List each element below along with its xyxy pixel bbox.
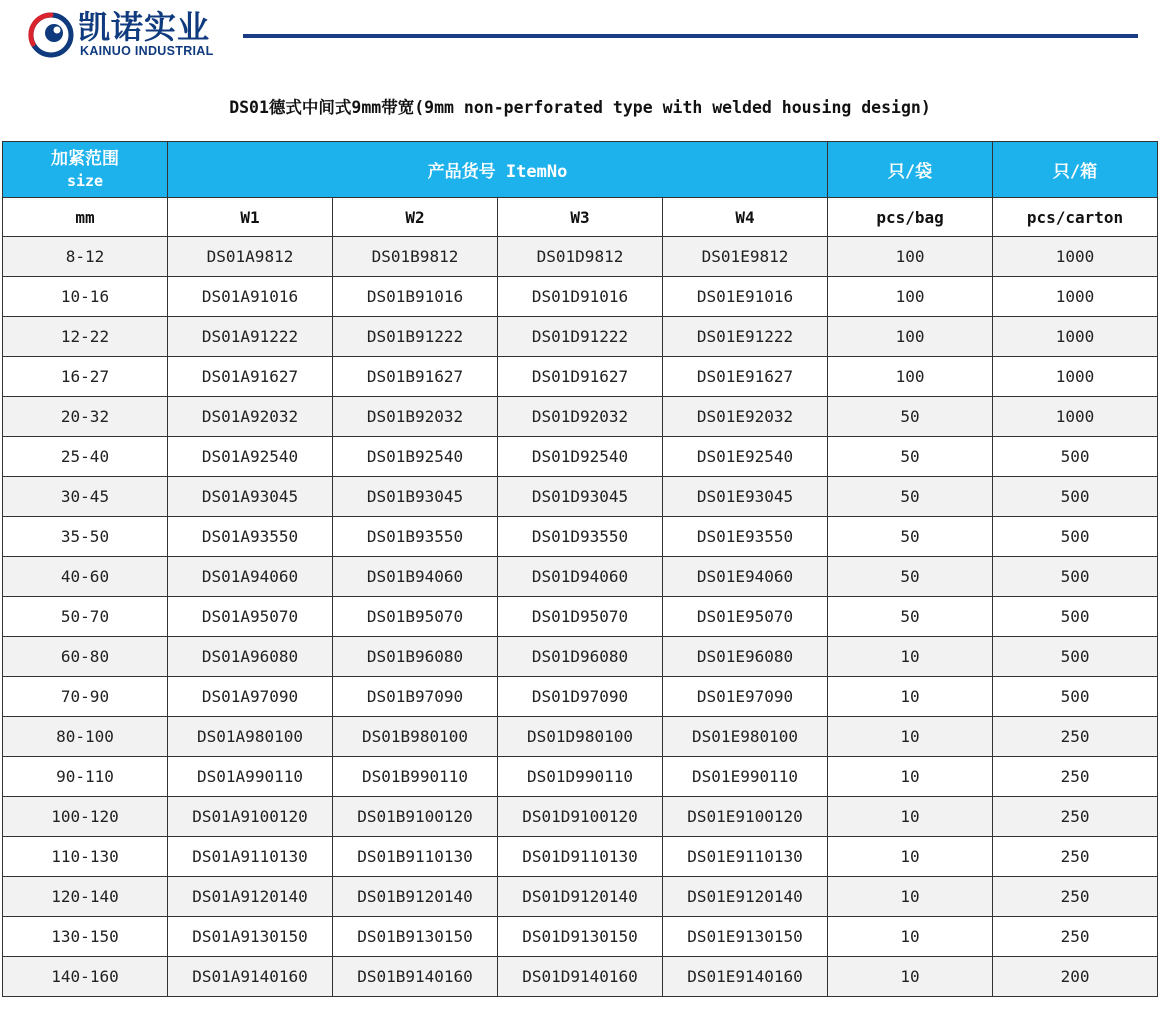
item-w4-cell: DS01E9140160 — [663, 957, 828, 997]
table-row — [3, 437, 1158, 477]
item-w2-cell: DS01B91016 — [333, 277, 498, 317]
table-row — [3, 357, 1158, 397]
size-cell: 50-70 — [3, 597, 168, 637]
table-row — [3, 397, 1158, 437]
item-w1-cell: DS01A93550 — [168, 517, 333, 557]
item-w3-cell: DS01D93045 — [498, 477, 663, 517]
pcs-per-carton-cell: 500 — [993, 557, 1158, 597]
table-body — [3, 237, 1158, 997]
pcs-per-carton-cell: 250 — [993, 757, 1158, 797]
pcs-per-carton-cell: 1000 — [993, 317, 1158, 357]
item-w3-cell: DS01D94060 — [498, 557, 663, 597]
kainuo-logo-icon — [28, 12, 74, 58]
item-w3-cell: DS01D9110130 — [498, 837, 663, 877]
size-cell: 130-150 — [3, 917, 168, 957]
size-cell: 25-40 — [3, 437, 168, 477]
subheader-cell: pcs/carton — [993, 198, 1158, 237]
item-w2-cell: DS01B9120140 — [333, 877, 498, 917]
item-w3-cell: DS01D97090 — [498, 677, 663, 717]
item-w2-cell: DS01B980100 — [333, 717, 498, 757]
pcs-per-bag-cell: 10 — [828, 717, 993, 757]
item-w1-cell: DS01A9110130 — [168, 837, 333, 877]
item-w2-cell: DS01B95070 — [333, 597, 498, 637]
table-header-row-2 — [3, 198, 1158, 237]
item-w2-cell: DS01B9110130 — [333, 837, 498, 877]
pcs-per-bag-cell: 50 — [828, 557, 993, 597]
item-w3-cell: DS01D93550 — [498, 517, 663, 557]
subheader-cell: W4 — [663, 198, 828, 237]
item-w4-cell: DS01E990110 — [663, 757, 828, 797]
size-header-cn: 加紧范围 — [51, 148, 119, 169]
pcs-per-bag-cell: 10 — [828, 677, 993, 717]
item-w1-cell: DS01A94060 — [168, 557, 333, 597]
item-w4-cell: DS01E93045 — [663, 477, 828, 517]
pcs-per-carton-cell: 200 — [993, 957, 1158, 997]
table-header-row-1 — [3, 142, 1158, 198]
table-row — [3, 517, 1158, 557]
item-w4-cell: DS01E9110130 — [663, 837, 828, 877]
item-w1-cell: DS01A980100 — [168, 717, 333, 757]
item-w4-cell: DS01E91016 — [663, 277, 828, 317]
item-w3-cell: DS01D91016 — [498, 277, 663, 317]
table-row — [3, 477, 1158, 517]
size-cell: 8-12 — [3, 237, 168, 277]
item-w2-cell: DS01B91222 — [333, 317, 498, 357]
item-w3-cell: DS01D9130150 — [498, 917, 663, 957]
pcs-per-bag-cell: 50 — [828, 597, 993, 637]
item-no-header: 产品货号 ItemNo — [168, 142, 828, 198]
item-w4-cell: DS01E9812 — [663, 237, 828, 277]
document-title: DS01德式中间式9mm带宽(9mm non-perforated type with welded housing design) — [229, 98, 931, 117]
pcs-per-carton-cell: 250 — [993, 837, 1158, 877]
size-cell: 10-16 — [3, 277, 168, 317]
size-header-cell — [3, 142, 168, 198]
item-w1-cell: DS01A96080 — [168, 637, 333, 677]
item-w1-cell: DS01A9812 — [168, 237, 333, 277]
item-w3-cell: DS01D9812 — [498, 237, 663, 277]
header-divider — [243, 34, 1138, 38]
item-w3-cell: DS01D9140160 — [498, 957, 663, 997]
item-w1-cell: DS01A91016 — [168, 277, 333, 317]
table-row — [3, 277, 1158, 317]
pcs-per-carton-cell: 250 — [993, 797, 1158, 837]
pcs-per-bag-cell: 100 — [828, 317, 993, 357]
size-cell: 110-130 — [3, 837, 168, 877]
pcs-per-carton-cell: 1000 — [993, 277, 1158, 317]
brand-name-cn: 凯诺实业 — [78, 8, 211, 46]
item-w2-cell: DS01B990110 — [333, 757, 498, 797]
item-w3-cell: DS01D91627 — [498, 357, 663, 397]
pcs-per-carton-cell: 500 — [993, 597, 1158, 637]
pcs-per-bag-cell: 10 — [828, 957, 993, 997]
pcs-per-bag-cell: 10 — [828, 637, 993, 677]
item-w2-cell: DS01B9812 — [333, 237, 498, 277]
item-w1-cell: DS01A95070 — [168, 597, 333, 637]
item-w3-cell: DS01D9120140 — [498, 877, 663, 917]
item-w4-cell: DS01E94060 — [663, 557, 828, 597]
item-w4-cell: DS01E9130150 — [663, 917, 828, 957]
pcs-per-carton-cell: 500 — [993, 517, 1158, 557]
item-w1-cell: DS01A92540 — [168, 437, 333, 477]
size-cell: 35-50 — [3, 517, 168, 557]
item-w4-cell: DS01E92032 — [663, 397, 828, 437]
size-cell: 60-80 — [3, 637, 168, 677]
pcs-per-bag-cell: 50 — [828, 477, 993, 517]
item-w1-cell: DS01A990110 — [168, 757, 333, 797]
item-w2-cell: DS01B9140160 — [333, 957, 498, 997]
pcs-per-carton-cell: 500 — [993, 637, 1158, 677]
per-bag-header: 只/袋 — [828, 142, 993, 198]
size-cell: 70-90 — [3, 677, 168, 717]
size-cell: 120-140 — [3, 877, 168, 917]
pcs-per-bag-cell: 10 — [828, 877, 993, 917]
table-row — [3, 237, 1158, 277]
pcs-per-bag-cell: 50 — [828, 437, 993, 477]
size-cell: 80-100 — [3, 717, 168, 757]
item-w3-cell: DS01D92540 — [498, 437, 663, 477]
pcs-per-carton-cell: 1000 — [993, 357, 1158, 397]
item-w1-cell: DS01A91627 — [168, 357, 333, 397]
subheader-cell: pcs/bag — [828, 198, 993, 237]
subheader-cell: W3 — [498, 198, 663, 237]
item-w4-cell: DS01E91627 — [663, 357, 828, 397]
table-row — [3, 677, 1158, 717]
item-w4-cell: DS01E9120140 — [663, 877, 828, 917]
pcs-per-carton-cell: 500 — [993, 677, 1158, 717]
table-row — [3, 637, 1158, 677]
item-w2-cell: DS01B9130150 — [333, 917, 498, 957]
subheader-cell: W1 — [168, 198, 333, 237]
subheader-cell: W2 — [333, 198, 498, 237]
pcs-per-carton-cell: 250 — [993, 917, 1158, 957]
table-row — [3, 957, 1158, 997]
item-w4-cell: DS01E93550 — [663, 517, 828, 557]
item-w4-cell: DS01E96080 — [663, 637, 828, 677]
table-row — [3, 597, 1158, 637]
item-w4-cell: DS01E9100120 — [663, 797, 828, 837]
table-row — [3, 557, 1158, 597]
item-w3-cell: DS01D91222 — [498, 317, 663, 357]
pcs-per-bag-cell: 10 — [828, 757, 993, 797]
size-cell: 100-120 — [3, 797, 168, 837]
pcs-per-carton-cell: 250 — [993, 717, 1158, 757]
item-w3-cell: DS01D980100 — [498, 717, 663, 757]
size-cell: 30-45 — [3, 477, 168, 517]
size-header-en: size — [66, 171, 104, 190]
item-w2-cell: DS01B93045 — [333, 477, 498, 517]
item-w1-cell: DS01A93045 — [168, 477, 333, 517]
item-w2-cell: DS01B93550 — [333, 517, 498, 557]
item-w1-cell: DS01A9120140 — [168, 877, 333, 917]
item-w3-cell: DS01D990110 — [498, 757, 663, 797]
item-w2-cell: DS01B97090 — [333, 677, 498, 717]
page-header — [0, 0, 1160, 80]
item-w2-cell: DS01B9100120 — [333, 797, 498, 837]
pcs-per-carton-cell: 500 — [993, 477, 1158, 517]
item-w1-cell: DS01A91222 — [168, 317, 333, 357]
item-w3-cell: DS01D92032 — [498, 397, 663, 437]
product-spec-table — [2, 141, 1158, 997]
item-w2-cell: DS01B94060 — [333, 557, 498, 597]
size-cell: 20-32 — [3, 397, 168, 437]
item-w4-cell: DS01E97090 — [663, 677, 828, 717]
table-row — [3, 917, 1158, 957]
size-cell: 90-110 — [3, 757, 168, 797]
size-cell: 16-27 — [3, 357, 168, 397]
item-w3-cell: DS01D96080 — [498, 637, 663, 677]
item-w3-cell: DS01D9100120 — [498, 797, 663, 837]
size-cell: 40-60 — [3, 557, 168, 597]
item-w4-cell: DS01E980100 — [663, 717, 828, 757]
size-cell: 140-160 — [3, 957, 168, 997]
item-w2-cell: DS01B92032 — [333, 397, 498, 437]
table-row — [3, 757, 1158, 797]
table-row — [3, 877, 1158, 917]
pcs-per-carton-cell: 1000 — [993, 237, 1158, 277]
subheader-cell: mm — [3, 198, 168, 237]
item-w3-cell: DS01D95070 — [498, 597, 663, 637]
pcs-per-bag-cell: 100 — [828, 357, 993, 397]
pcs-per-bag-cell: 100 — [828, 237, 993, 277]
item-w1-cell: DS01A97090 — [168, 677, 333, 717]
item-w1-cell: DS01A9140160 — [168, 957, 333, 997]
item-w2-cell: DS01B96080 — [333, 637, 498, 677]
item-w4-cell: DS01E95070 — [663, 597, 828, 637]
table-row — [3, 837, 1158, 877]
item-w1-cell: DS01A9100120 — [168, 797, 333, 837]
pcs-per-bag-cell: 50 — [828, 397, 993, 437]
item-w2-cell: DS01B91627 — [333, 357, 498, 397]
pcs-per-bag-cell: 10 — [828, 917, 993, 957]
pcs-per-bag-cell: 10 — [828, 837, 993, 877]
item-w1-cell: DS01A9130150 — [168, 917, 333, 957]
per-carton-header: 只/箱 — [993, 142, 1158, 198]
brand-name-en: KAINUO INDUSTRIAL — [80, 44, 214, 58]
item-w4-cell: DS01E92540 — [663, 437, 828, 477]
item-w4-cell: DS01E91222 — [663, 317, 828, 357]
pcs-per-bag-cell: 10 — [828, 797, 993, 837]
pcs-per-carton-cell: 500 — [993, 437, 1158, 477]
table-row — [3, 717, 1158, 757]
item-w1-cell: DS01A92032 — [168, 397, 333, 437]
pcs-per-bag-cell: 50 — [828, 517, 993, 557]
pcs-per-carton-cell: 1000 — [993, 397, 1158, 437]
pcs-per-bag-cell: 100 — [828, 277, 993, 317]
item-w2-cell: DS01B92540 — [333, 437, 498, 477]
table-row — [3, 317, 1158, 357]
size-cell: 12-22 — [3, 317, 168, 357]
table-row — [3, 797, 1158, 837]
pcs-per-carton-cell: 250 — [993, 877, 1158, 917]
